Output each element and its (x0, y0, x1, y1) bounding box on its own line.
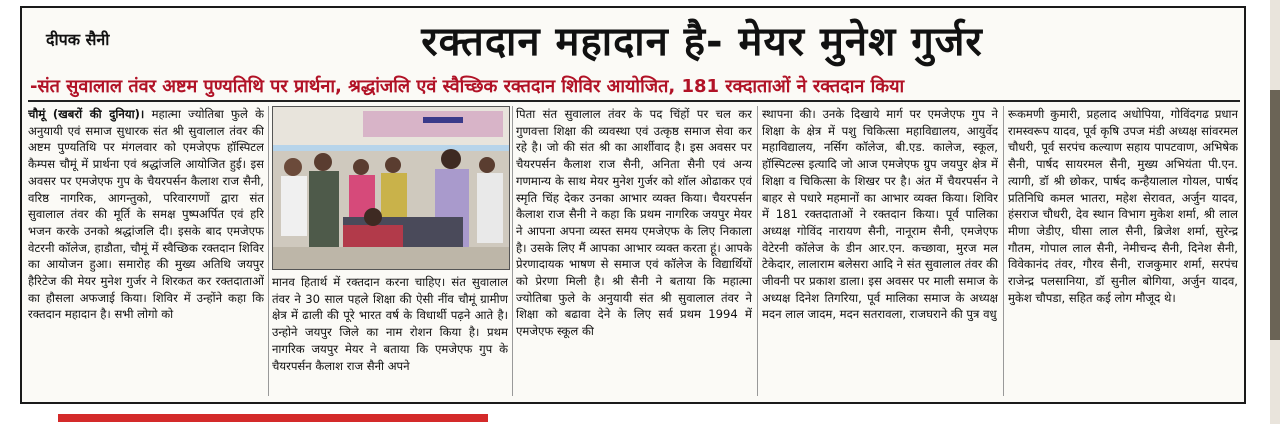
byline: दीपक सैनी (46, 30, 110, 49)
column-divider (1003, 106, 1004, 396)
column-divider (512, 106, 513, 396)
column-divider (268, 106, 269, 396)
article-column-4: स्थापना की। उनके दिखाये मार्ग पर एमजेएफ गुप ने शिक्षा के क्षेत्र में पशु चिकित्सा महाविद्यालय, आयुर्वेद महाविद्यालय, नर्सिग कॉलेज, बी.एड. कालेज, स्कूल, हॉस्पिटल्स इत्यादि जो आज एमजेएफ ग्रुप जयपुर क्षेत्र में शिक्षा व चिकित्सा के शिखर पर है। अंत में चैयरपर्सन ने बाहर से पधारे महमानों का आभार व्यक्त किया। शिविर में 181 रक्तदाताओं ने रक्तदान किया। पूर्व पालिका अध्यक्ष गोविंद नारायण सैनी, नानूराम सैनी, एमजेएफ वेटेरनी कॉलेज के डीन आर.एन. कच्छावा, मुरज मल टेकेदार, लालाराम बलेसरा आदि ने संत सुवालाल तंवर की जीवनी पर प्रकाश डाला। इस अवसर पर माली समाज के अध्यक्ष दिनेश तिगरिया, पूर्व मालिका समाज के अध्यक्ष मदन लाल जादम, मदन सतरावला, राजघराने की पुत्र वधु (762, 107, 998, 322)
blood-donation-photo (273, 107, 509, 269)
headline: रक्तदान महादान है- मेयर मुनेश गुर्जर (421, 19, 983, 65)
next-article-banner (58, 414, 488, 422)
subheadline: -संत सुवालाल तंवर अष्टम पुण्यतिथि पर प्रार्थना, श्रद्धांजलि एवं स्वैच्छिक रक्तदान शिविर आयोजित, 181 रक्दाताओं ने रक्तदान किया (30, 76, 905, 97)
article-column-3: पिता संत सुवालाल तंवर के पद चिंहों पर चल कर गुणवत्ता शिक्षा की व्यवस्था एवं उत्कृष्ठ समाज सेवा कर रहे है। जो की संत श्री का आर्शीवाद है। इस अवसर पर चैयरपर्सन कैलाश राज सैनी, अनिता सैनी एवं अन्य गणमान्य के साथ मेयर मुनेश गुर्जर को शॉल ओढाकर एवं स्मृति चिंह देकर उनका आभार व्यक्त किया। चैयरपर्सन कैलाश राज सैनी ने कहा कि प्रथम नागरिक जयपुर मेयर ने आपना अपना व्यस्त समय एमजेएफ के लिए निकाला है। उसके लिए मैं आपका आभार व्यक्त करता हूं। आपके प्रेरणादायक भाषण से समाज एवं कॉलेज के विद्यार्थियों को प्रेरणा मिली है। श्री सैनी ने बताया कि महात्मा ज्योतिबा फुले के अनुयायी संत श्री सुवालाल तंवर ने शिक्षा को बढावा देने के लिए सर्व प्रथम 1994 में एमजेएफ स्कूल की (516, 107, 752, 339)
article-column-2: मानव हितार्थ में रक्तदान करना चाहिए। संत सुवालाल तंवर ने 30 साल पहले शिक्षा की ऐसी नींव चौमूं ग्रामीण क्षेत्र में ढाली की पूरे भारत वर्ष के विधार्थी पढ़ने आते है। उन्होने जयपुर जिले का नाम रोशन किया है। प्रथम नागरिक जयपुर मेयर ने बताया कि एमजेएफ गुप के चैयरपर्सन कैलाश राज सैनी अपने (272, 275, 508, 373)
dateline: चौमूं (खबरों की दुनिया)। (28, 107, 145, 121)
news-clipping (20, 6, 1246, 404)
adjacent-page-photo (1270, 90, 1280, 340)
header-rule (28, 100, 1240, 102)
column-1-text: महात्मा ज्योतिबा फुले के अनुयायी एवं समाज सुधारक संत श्री सुवालाल तंवर की अष्टम पुण्यतिथि पर मंगलवार को एमजेएफ हॉस्पिटल कैम्पस चौमूं में प्रार्थना एवं श्रद्धांजलि आयोजित हुई। इस अवसर पर एमजेएफ गुप के चैयरपर्सन कैलाश राज सैनी, वरिष्ठ नागरिक, आगन्तुको, परिवारगणों द्वारा संत सुवालाल तंवर की मूर्ति के समक्ष पुष्पअर्पित एवं हरि भजन करके उनको श्रद्धांजलि दी। इसके बाद एमजेएफ वेटरनी कॉलेज, हाडौता, चौमूं में स्वैच्छिक रक्तदान शिविर का आयोजन हुआ। समारोह की मुख्य अतिथि जयपुर हैरिटेज की मेयर मुनेश गुर्जर ने शिरकत कर रक्तदाताओं का हौसला अफजाई किया। शिविर में उन्होंने कहा कि रक्तदान महादान है। सभी लोगो को (28, 107, 264, 322)
column-divider (757, 106, 758, 396)
article-column-5: रूकमणी कुमारी, प्रहलाद अधोपिया, गोविंदगढ प्रधान रामस्वरूप यादव, पूर्व कृषि उपज मंडी अध्यक्ष सांवरमल चौधरी, पूर्व सरपंच कल्याण सहाय पापटवाण, अभिषेक सैनी, पार्षद सायरमल सैनी, मुख्य अभियंता पी.एन. त्यागी, डॉ श्री छोकर, पार्षद कन्हैयालाल गोयल, पार्षद प्रतिनिधि कमल भातरा, महेश सेरावत, अर्जुन यादव, हंसराज चौधरी, देव स्थान विभाग मुकेश शर्मा, श्री लाल मीणा जेडीए, घीसा लाल सैनी, ब्रिजेश शर्मा, सुरेन्द्र गौतम, गोपाल लाल सैनी, नेमीचन्द सैनी, दिनेश सैनी, विवेकानंद तंवर, गौरव सैनी, राजकुमार शर्मा, सरपंच राजेन्द्र पलसानिया, डॉ सुनील बोगिया, अर्जुन यादव, मुकेश चौपडा, सहित कई लोग मौजूद थे। (1008, 107, 1238, 305)
article-column-1 (28, 106, 264, 398)
article-photo (272, 106, 510, 270)
